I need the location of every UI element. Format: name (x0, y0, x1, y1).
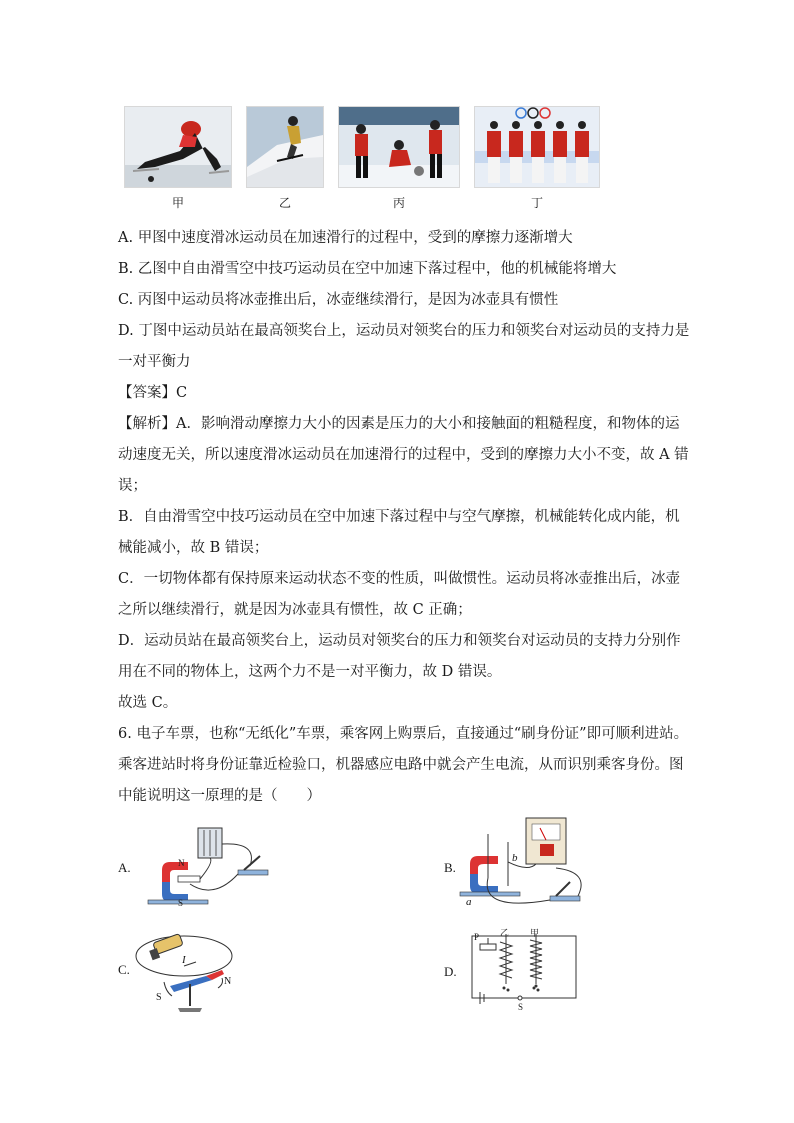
photo-caption-bing: 丙 (392, 196, 405, 210)
photo-speed-skating (124, 106, 232, 210)
figure-a (118, 822, 278, 912)
question-6-line: 乘客进站时将身份证靠近检验口，机器感应电路中就会产生电流，从而识别乘客身份。图 (118, 757, 684, 773)
figure-c (118, 922, 248, 1018)
figure-b (440, 812, 610, 916)
option-b: B. 乙图中自由滑雪空中技巧运动员在空中加速下落过程中，他的机械能将增大 (118, 261, 617, 277)
figure-b-label: B. (444, 860, 456, 875)
figure-a-n-label: N (178, 858, 185, 868)
figure-d-p-label: P (474, 932, 480, 942)
option-a: A. 甲图中速度滑冰运动员在加速滑行的过程中，受到的摩擦力逐渐增大 (118, 230, 573, 246)
figure-d-jia-label: 甲 (530, 928, 540, 938)
option-d: D. 丁图中运动员站在最高领奖台上，运动员对领奖台的压力和领奖台对运动员的支持力是 (118, 323, 690, 339)
analysis-line: 械能减小，故 B 错误； (118, 540, 269, 556)
analysis-line: C．一切物体都有保持原来运动状态不变的性质，叫做惯性。运动员将冰壶推出后，冰壶 (118, 571, 681, 587)
figure-b-b-label: b (512, 852, 518, 864)
question-6-line: 6. 电子车票，也称“无纸化”车票，乘客网上购票后，直接通过“刷身份证”即可顺利进站。 (118, 726, 689, 742)
analysis-line: 【解析】A．影响滑动摩擦力大小的因素是压力的大小和接触面的粗糙程度，和物体的运 (118, 416, 680, 432)
figure-c-label: C. (118, 962, 130, 977)
figure-d-s-label: S (518, 1002, 524, 1012)
figure-a-diagram (118, 822, 278, 912)
photo-row (120, 106, 610, 211)
speed-skater-image (124, 106, 232, 188)
figure-a-label: A. (118, 860, 131, 875)
figure-d (440, 924, 580, 1016)
analysis-line: 之所以继续滑行，就是因为冰壶具有惯性，故 C 正确； (118, 602, 472, 618)
question-6-line: 中能说明这一原理的是（ ） (118, 788, 321, 804)
answer: 【答案】C (118, 385, 188, 401)
figure-c-s-label: S (156, 992, 162, 1003)
curling-image (338, 106, 460, 188)
analysis-line: 动速度无关，所以速度滑冰运动员在加速滑行的过程中，受到的摩擦力大小不变，故 A 错 (118, 447, 689, 463)
figure-d-label: D. (444, 964, 457, 979)
option-c: C. 丙图中运动员将冰壶推出后，冰壶继续滑行，是因为冰壶具有惯性 (118, 292, 559, 308)
analysis-line: 误； (118, 478, 147, 494)
figure-c-diagram (118, 922, 248, 1018)
photo-podium (474, 106, 600, 210)
figure-c-current-label: I (182, 954, 186, 966)
figure-c-n-label: N (224, 976, 232, 987)
figure-d-diagram (440, 924, 580, 1016)
figure-a-s-label: S (178, 898, 184, 908)
photo-curling (338, 106, 460, 210)
analysis-line: D．运动员站在最高领奖台上，运动员对领奖台的压力和领奖台对运动员的支持力分别作 (118, 633, 681, 649)
figure-b-a-label: a (466, 896, 472, 908)
podium-image (474, 106, 600, 188)
photo-freestyle-skiing (246, 106, 324, 210)
photo-caption-jia: 甲 (171, 196, 184, 210)
analysis-line: 用在不同的物体上，这两个力不是一对平衡力，故 D 错误。 (118, 664, 502, 680)
photo-caption-ding: 丁 (530, 196, 543, 210)
analysis-line: B．自由滑雪空中技巧运动员在空中加速下落过程中与空气摩擦，机械能转化成内能，机 (118, 509, 680, 525)
photo-caption-yi: 乙 (278, 196, 291, 210)
analysis-conclusion: 故选 C。 (118, 695, 178, 711)
skier-image (246, 106, 324, 188)
figure-d-yi-label: 乙 (500, 928, 510, 938)
option-d-continued: 一对平衡力 (118, 354, 191, 370)
